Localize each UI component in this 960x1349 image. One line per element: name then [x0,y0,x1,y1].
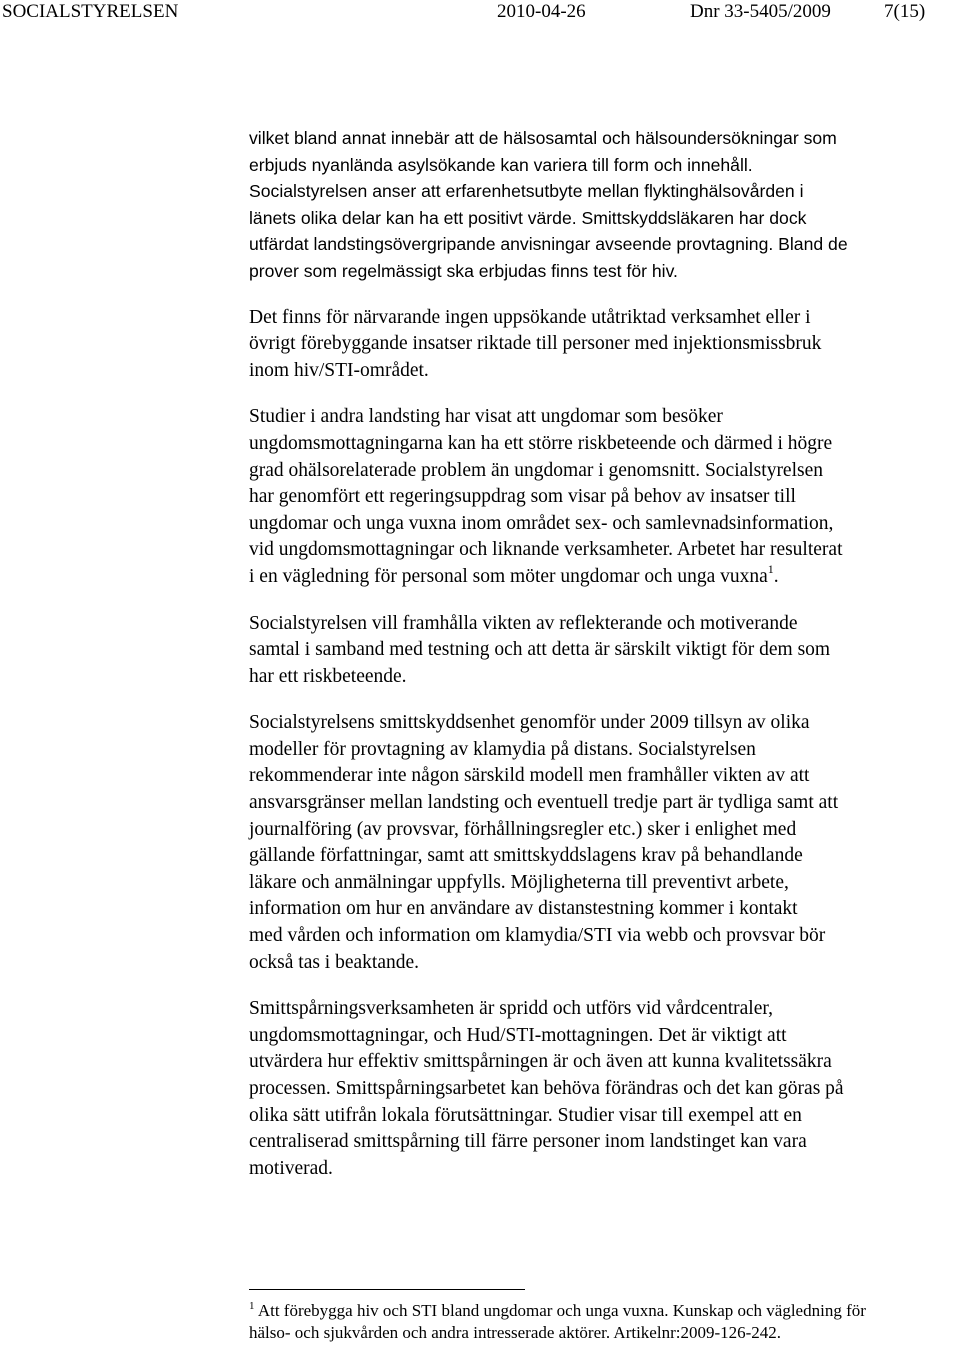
paragraph-1 [249,125,957,285]
paragraph-6 [249,996,957,1182]
footnote-line [249,1300,957,1322]
page-header [0,0,960,24]
text-line: utfärdat landstingsövergripande anvisningar avseende provtagning. Bland de [249,234,848,255]
paragraph-5 [249,710,957,976]
paragraph-2 [249,305,957,385]
text-line: Socialstyrelsen vill framhålla vikten av reflekterande och motiverande [249,612,798,634]
text-line: ungdomar och unga vuxna inom området sex- och samlevnadsinformation, [249,512,834,534]
text-line: vid ungdomsmottagningar och liknande verksamheter. Arbetet har resulterat [249,539,843,561]
text-line: processen. Smittspårningsarbetet kan behöva förändras och det kan göras på [249,1078,844,1099]
footnote-line: hälso- och sjukvården och andra intresserade aktörer. Artikelnr:2009-126-242. [249,1323,782,1342]
text-line: med vården och information om klamydia/STI via webb och provsvar bör [249,925,826,947]
text-line: övrigt förebyggande insatser riktade till personer med injektionsmissbruk [249,333,822,355]
text-line-end: . [773,565,779,587]
text-line: också tas i beaktande. [249,951,420,973]
text-line: rekommenderar inte någon särskild modell men framhåller vikten av att [249,765,810,787]
footnote-separator [249,1289,525,1290]
text-line: modeller för provtagning av klamydia på distans. Socialstyrelsen [249,738,756,760]
text-line: motiverad. [249,1157,333,1179]
text-line-content: i en vägledning för personal som möter ungdomar och unga vuxna [249,565,768,587]
text-line: erbjuds nyanlända asylsökande kan variera till form och innehåll. [249,154,753,175]
header-reference-number: Dnr 33-5405/2009 [690,1,831,22]
text-line: Det finns för närvarande ingen uppsökande utåtriktad verksamhet eller i [249,306,811,328]
footnote [249,1300,957,1344]
footnote-reference: 1 [767,561,774,576]
text-line: ungdomsmottagningarna kan ha ett större riskbeteende och därmed i högre [249,432,833,454]
header-organization: SOCIALSTYRELSEN [2,1,179,22]
document-body [249,125,957,1202]
text-line: ansvarsgränser mellan landsting och eventuell tredje part är tydliga samt att [249,792,839,814]
footnote-number: 1 [249,1300,255,1312]
paragraph-3 [249,404,957,590]
text-line: Studier i andra landsting har visat att ungdomar som besöker [249,406,723,428]
text-line: journalföring (av provsvar, förhållningsregler etc.) sker i enlighet med [249,818,797,840]
text-line [249,561,957,591]
paragraph-4 [249,611,957,691]
header-date: 2010-04-26 [497,1,586,22]
text-line: har genomfört ett regeringsuppdrag som visar på behov av insatser till [249,486,796,508]
footnote-text: Att förebygga hiv och STI bland ungdomar och unga vuxna. Kunskap och vägledning för [257,1301,866,1320]
text-line: länets olika delar kan ha ett positivt värde. Smittskyddsläkaren har dock [249,207,807,228]
text-line: prover som regelmässigt ska erbjudas finns test för hiv. [249,260,678,281]
text-line: Smittspårningsverksamheten är spridd och utförs vid vårdcentraler, [249,998,773,1020]
text-line: vilket bland annat innebär att de hälsosamtal och hälsoundersökningar som [249,128,837,148]
text-line: centraliserad smittspårning till färre personer inom landstinget kan vara [249,1131,807,1153]
text-line: inom hiv/STI-området. [249,359,429,381]
text-line: gällande författningar, samt att smittskyddslagens krav på behandlande [249,845,803,867]
text-line: information om hur en användare av distanstestning kommer i kontakt [249,898,798,920]
header-page-number: 7(15) [884,1,926,22]
text-line: har ett riskbeteende. [249,665,407,687]
text-line: Socialstyrelsen anser att erfarenhetsutbyte mellan flyktinghälsovården i [249,181,804,202]
text-line: Socialstyrelsens smittskyddsenhet genomför under 2009 tillsyn av olika [249,712,810,734]
text-line: olika sätt utifrån lokala förutsättningar. Studier visar till exempel att en [249,1104,802,1126]
text-line: ungdomsmottagningar, och Hud/STI-mottagningen. Det är viktigt att [249,1024,787,1046]
text-line: grad ohälsorelaterade problem än ungdomar i genomsnitt. Socialstyrelsen [249,459,824,481]
text-line: läkare och anmälningar uppfylls. Möjligheterna till preventivt arbete, [249,871,789,893]
text-line: utvärdera hur effektiv smittspårningen är och även att kunna kvalitetssäkra [249,1051,832,1073]
text-line: samtal i samband med testning och att detta är särskilt viktigt för dem som [249,639,831,661]
